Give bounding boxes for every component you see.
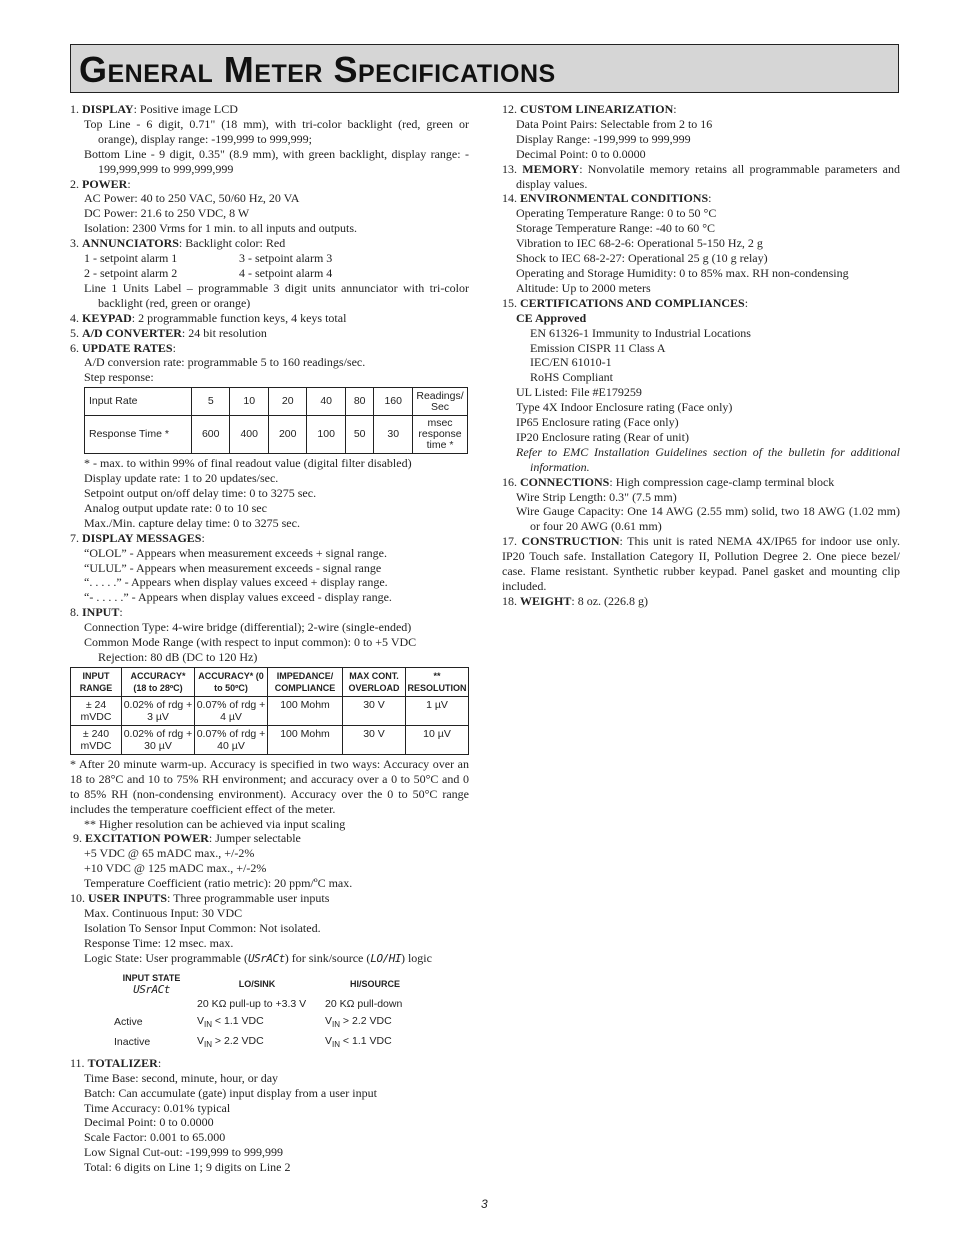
spec-memory: 13. MEMORY: Nonvolatile memory retains all programmable parameters and display values. xyxy=(502,161,900,191)
title-banner xyxy=(70,44,899,93)
env-vibration: Vibration to IEC 68-2-6: Operational 5-150 Hz, 2 g xyxy=(516,236,763,251)
table-cell: 5 xyxy=(192,388,230,416)
user-input-logic-state: Logic State: User programmable (USrACt) for sink/source (LO/HI) logic xyxy=(84,950,432,965)
spec-certifications: 15. CERTIFICATIONS AND COMPLIANCES: xyxy=(502,295,749,310)
user-input-response: Response Time: 12 msec. max. xyxy=(84,935,234,950)
spec-excitation-power: 9. EXCITATION POWER: Jumper selectable xyxy=(73,831,301,846)
table-cell: 30 xyxy=(374,416,413,454)
ad-conversion-rate: A/D conversion rate: programmable 5 to 160 readings/sec. xyxy=(84,355,366,370)
table-cell: 0.02% of rdg + 30 µV xyxy=(122,725,195,754)
ul-listed: UL Listed: File #E179259 xyxy=(516,385,642,400)
spec-custom-linearization: 12. CUSTOM LINEARIZATION: xyxy=(502,102,677,116)
totalizer-time-base: Time Base: second, minute, hour, or day xyxy=(84,1070,279,1085)
ce-approved: CE Approved xyxy=(516,310,587,325)
accuracy-note: * After 20 minute warm-up. Accuracy is specified in two ways: Accuracy over an 18 to 28°C and 10 to 75% RH environment; and accuracy over a 0 to 50°C and 0 to 85% RH (non-condensing environment). Accuracy over the 0 to 50°C range includes the temperature coefficient effect of the meter. xyxy=(70,756,469,816)
table-row xyxy=(85,416,468,454)
message-ulul: “ULUL” - Appears when measurement exceeds - signal range xyxy=(84,560,382,575)
cert-item: IEC/EN 61010-1 xyxy=(530,355,612,370)
env-storage-temp: Storage Temperature Range: -40 to 60 °C xyxy=(516,221,716,236)
table-cell: $V_{IN} < 1.1$ VDC xyxy=(325,1034,392,1049)
linearization-pairs: Data Point Pairs: Selectable from 2 to 16 xyxy=(516,116,713,131)
table-cell: 160 xyxy=(374,388,413,416)
lcd-lohi-mnemonic: LO/HI xyxy=(370,951,401,965)
power-dc: DC Power: 21.6 to 250 VDC, 8 W xyxy=(84,206,250,221)
lcd-usract-mnemonic: USrACt xyxy=(133,982,170,996)
table-cell: Response Time * xyxy=(85,416,192,454)
spec-ad-converter: 5. A/D CONVERTER: 24 bit resolution xyxy=(70,325,267,340)
emc-reference-note: Refer to EMC Installation Guidelines section of the bulletin for additional information. xyxy=(516,444,900,474)
linearization-range: Display Range: -199,999 to 999,999 xyxy=(516,131,691,146)
env-humidity: Operating and Storage Humidity: 0 to 85% max. RH non-condensing xyxy=(516,265,849,280)
excitation-tempco: Temperature Coefficient (ratio metric): 20 ppm/ºC max. xyxy=(84,876,353,891)
table-cell: 50 xyxy=(345,416,374,454)
table-header: IMPEDANCE/ COMPLIANCE xyxy=(268,667,343,696)
input-common-mode: Common Mode Range (with respect to input common): 0 to +5 VDC xyxy=(84,635,417,650)
annunciator-row-1: 1 - setpoint alarm 1 3 - setpoint alarm 3 xyxy=(84,251,333,266)
table-cell: 80 xyxy=(345,388,374,416)
message-overrange: “. . . . .” - Appears when display values exceed + display range. xyxy=(84,575,388,590)
spec-input: 8. INPUT: xyxy=(70,605,123,620)
table-cell: 20 KΩ pull-up to +3.3 V xyxy=(197,997,307,1010)
table-header: HI/SOURCE xyxy=(349,978,400,989)
resolution-note: ** Higher resolution can be achieved via input scaling xyxy=(84,816,346,831)
table-cell: 20 KΩ pull-down xyxy=(325,997,403,1010)
annunciator-units-label: Line 1 Units Label – programmable 3 digit units annunciator with tri-color backlight (red, green or orange) xyxy=(84,280,469,310)
env-operating-temp: Operating Temperature Range: 0 to 50 °C xyxy=(516,206,717,221)
table-cell: 100 xyxy=(307,416,345,454)
table-cell: 20 xyxy=(268,388,306,416)
totalizer-low-signal: Low Signal Cut-out: -199,999 to 999,999 xyxy=(84,1145,283,1160)
table-row xyxy=(85,388,468,416)
totalizer-time-accuracy: Time Accuracy: 0.01% typical xyxy=(84,1100,231,1115)
table-header: INPUT RANGE xyxy=(71,667,122,696)
spec-keypad: 4. KEYPAD: 2 programmable function keys, 4 keys total xyxy=(70,310,347,325)
input-rejection: Rejection: 80 dB (DC to 120 Hz) xyxy=(98,650,258,664)
cert-item: EN 61326-1 Immunity to Industrial Locations xyxy=(530,325,751,340)
table-row xyxy=(110,996,429,1013)
table-row xyxy=(110,1013,429,1033)
table-cell: Readings/ Sec xyxy=(413,388,468,416)
spec-update-rates: 6. UPDATE RATES: xyxy=(70,340,176,355)
table-cell: Inactive xyxy=(114,1036,151,1049)
table-header: ACCURACY* (0 to 50ºC) xyxy=(195,667,268,696)
table-header: LO/SINK xyxy=(238,978,276,989)
table-cell: ± 240 mVDC xyxy=(71,725,122,754)
right-column xyxy=(502,102,900,609)
table-cell: 200 xyxy=(268,416,306,454)
table-cell xyxy=(110,996,193,1013)
spec-power: 2. POWER: xyxy=(70,176,131,191)
table-cell: 0.02% of rdg + 3 µV xyxy=(122,696,195,725)
wire-strip-length: Wire Strip Length: 0.3" (7.5 mm) xyxy=(516,489,677,504)
user-input-max: Max. Continuous Input: 30 VDC xyxy=(84,905,243,920)
table-cell: 10 µV xyxy=(406,725,469,754)
page-number: 3 xyxy=(481,1197,488,1211)
page-title: General Meter Specifications xyxy=(79,49,556,90)
table-cell: 100 Mohm xyxy=(268,725,343,754)
user-input-isolation: Isolation To Sensor Input Common: Not isolated. xyxy=(84,920,321,935)
display-top-line: Top Line - 6 digit, 0.71" (18 mm), with tri-color backlight (red, green or orange), display range: -199,999 to 999,999; xyxy=(84,116,469,146)
table-header-row xyxy=(110,973,429,996)
env-altitude: Altitude: Up to 2000 meters xyxy=(516,280,651,295)
table-cell: 0.07% of rdg + 40 µV xyxy=(195,725,268,754)
table-header: MAX CONT. OVERLOAD xyxy=(343,667,406,696)
table-cell: msec response time * xyxy=(413,416,468,454)
table-header-row xyxy=(71,667,469,696)
table-cell: 600 xyxy=(192,416,230,454)
table-cell: 30 V xyxy=(343,725,406,754)
message-underrange: “- . . . . .” - Appears when display values exceed - display range. xyxy=(84,590,392,605)
display-bottom-line: Bottom Line - 9 digit, 0.35" (8.9 mm), with green backlight, display range: - 199,999,999 to 999,999,999 xyxy=(84,146,469,176)
spec-weight: 18. WEIGHT: 8 oz. (226.8 g) xyxy=(502,593,649,608)
spec-display-messages: 7. DISPLAY MESSAGES: xyxy=(70,530,205,545)
spec-annunciators: 3. ANNUNCIATORS: Backlight color: Red xyxy=(70,236,286,251)
input-accuracy-table xyxy=(70,667,469,755)
table-cell: 0.07% of rdg + 4 µV xyxy=(195,696,268,725)
table-cell: Active xyxy=(114,1016,143,1029)
totalizer-batch: Batch: Can accumulate (gate) input display from a user input xyxy=(84,1085,377,1100)
table-row xyxy=(71,696,469,725)
table-row xyxy=(71,725,469,754)
setpoint-delay: Setpoint output on/off delay time: 0 to 3275 sec. xyxy=(84,486,317,501)
lcd-usract-mnemonic: USrACt xyxy=(247,951,285,965)
cert-item: RoHS Compliant xyxy=(530,370,614,385)
annunciator-row-2: 2 - setpoint alarm 2 4 - setpoint alarm 4 xyxy=(84,265,333,280)
table-cell: 400 xyxy=(230,416,268,454)
capture-delay: Max./Min. capture delay time: 0 to 3275 sec. xyxy=(84,515,300,530)
env-shock: Shock to IEC 68-2-27: Operational 25 g (10 g relay) xyxy=(516,251,768,266)
table-cell: ± 24 mVDC xyxy=(71,696,122,725)
table-row xyxy=(110,1033,429,1053)
power-isolation: Isolation: 2300 Vrms for 1 min. to all inputs and outputs. xyxy=(84,221,358,236)
table-cell: 100 Mohm xyxy=(268,696,343,725)
table-cell: 10 xyxy=(230,388,268,416)
user-input-logic-table xyxy=(110,973,429,1053)
totalizer-scale-factor: Scale Factor: 0.001 to 65.000 xyxy=(84,1130,226,1145)
table-cell: 1 µV xyxy=(406,696,469,725)
display-update-rate: Display update rate: 1 to 20 updates/sec. xyxy=(84,471,279,486)
step-response-label: Step response: xyxy=(84,370,154,385)
spec-construction: 17. CONSTRUCTION: This unit is rated NEMA 4X/IP65 for indoor use only. IP20 Touch safe. Installation Category II, Pollution Degree 2. One piece bezel/ case. Flame resistant. Synthetic rubber keypad. Panel gasket and mounting clip included. xyxy=(502,534,900,593)
cert-item: Emission CISPR 11 Class A xyxy=(530,340,666,355)
table-header: ** RESOLUTION xyxy=(406,667,469,696)
spec-user-inputs: 10. USER INPUTS: Three programmable user inputs xyxy=(70,891,330,906)
linearization-decimal: Decimal Point: 0 to 0.0000 xyxy=(516,146,646,161)
table-cell: 40 xyxy=(307,388,345,416)
excitation-10v: +10 VDC @ 125 mADC max., +/-2% xyxy=(84,861,267,876)
table-header: INPUT STATE USrACt xyxy=(122,972,181,996)
spec-totalizer: 11. TOTALIZER: xyxy=(70,1055,162,1070)
type-4x-rating: Type 4X Indoor Enclosure rating (Face only) xyxy=(516,400,733,415)
response-note: * - max. to within 99% of final readout value (digital filter disabled) xyxy=(84,456,412,471)
table-cell: $V_{IN} > 2.2$ VDC xyxy=(325,1014,392,1029)
table-cell: 30 V xyxy=(343,696,406,725)
left-column xyxy=(70,102,469,1175)
table-cell: Input Rate xyxy=(85,388,192,416)
analog-update-rate: Analog output update rate: 0 to 10 sec xyxy=(84,500,267,515)
spec-display: 1. DISPLAY: Positive image LCD xyxy=(70,102,238,116)
table-cell: $V_{IN} < 1.1$ VDC xyxy=(197,1014,264,1029)
table-header: ACCURACY* (18 to 28ºC) xyxy=(122,667,195,696)
totalizer-total: Total: 6 digits on Line 1; 9 digits on Line 2 xyxy=(84,1160,291,1175)
message-olol: “OLOL” - Appears when measurement exceeds + signal range. xyxy=(84,545,387,560)
ip20-rating: IP20 Enclosure rating (Rear of unit) xyxy=(516,429,689,444)
spec-environmental: 14. ENVIRONMENTAL CONDITIONS: xyxy=(502,191,712,206)
totalizer-decimal-point: Decimal Point: 0 to 0.0000 xyxy=(84,1115,214,1130)
spec-connections: 16. CONNECTIONS: High compression cage-clamp terminal block xyxy=(502,474,835,489)
table-cell: $V_{IN} > 2.2$ VDC xyxy=(197,1034,264,1049)
wire-gauge-capacity: Wire Gauge Capacity: One 14 AWG (2.55 mm) solid, two 18 AWG (1.02 mm) or four 20 AWG (0.61 mm) xyxy=(516,504,900,534)
input-connection-type: Connection Type: 4-wire bridge (differential); 2-wire (single-ended) xyxy=(84,620,412,635)
ip65-rating: IP65 Enclosure rating (Face only) xyxy=(516,415,679,430)
excitation-5v: +5 VDC @ 65 mADC max., +/-2% xyxy=(84,846,255,861)
step-response-table xyxy=(84,387,468,454)
power-ac: AC Power: 40 to 250 VAC, 50/60 Hz, 20 VA xyxy=(84,191,300,206)
